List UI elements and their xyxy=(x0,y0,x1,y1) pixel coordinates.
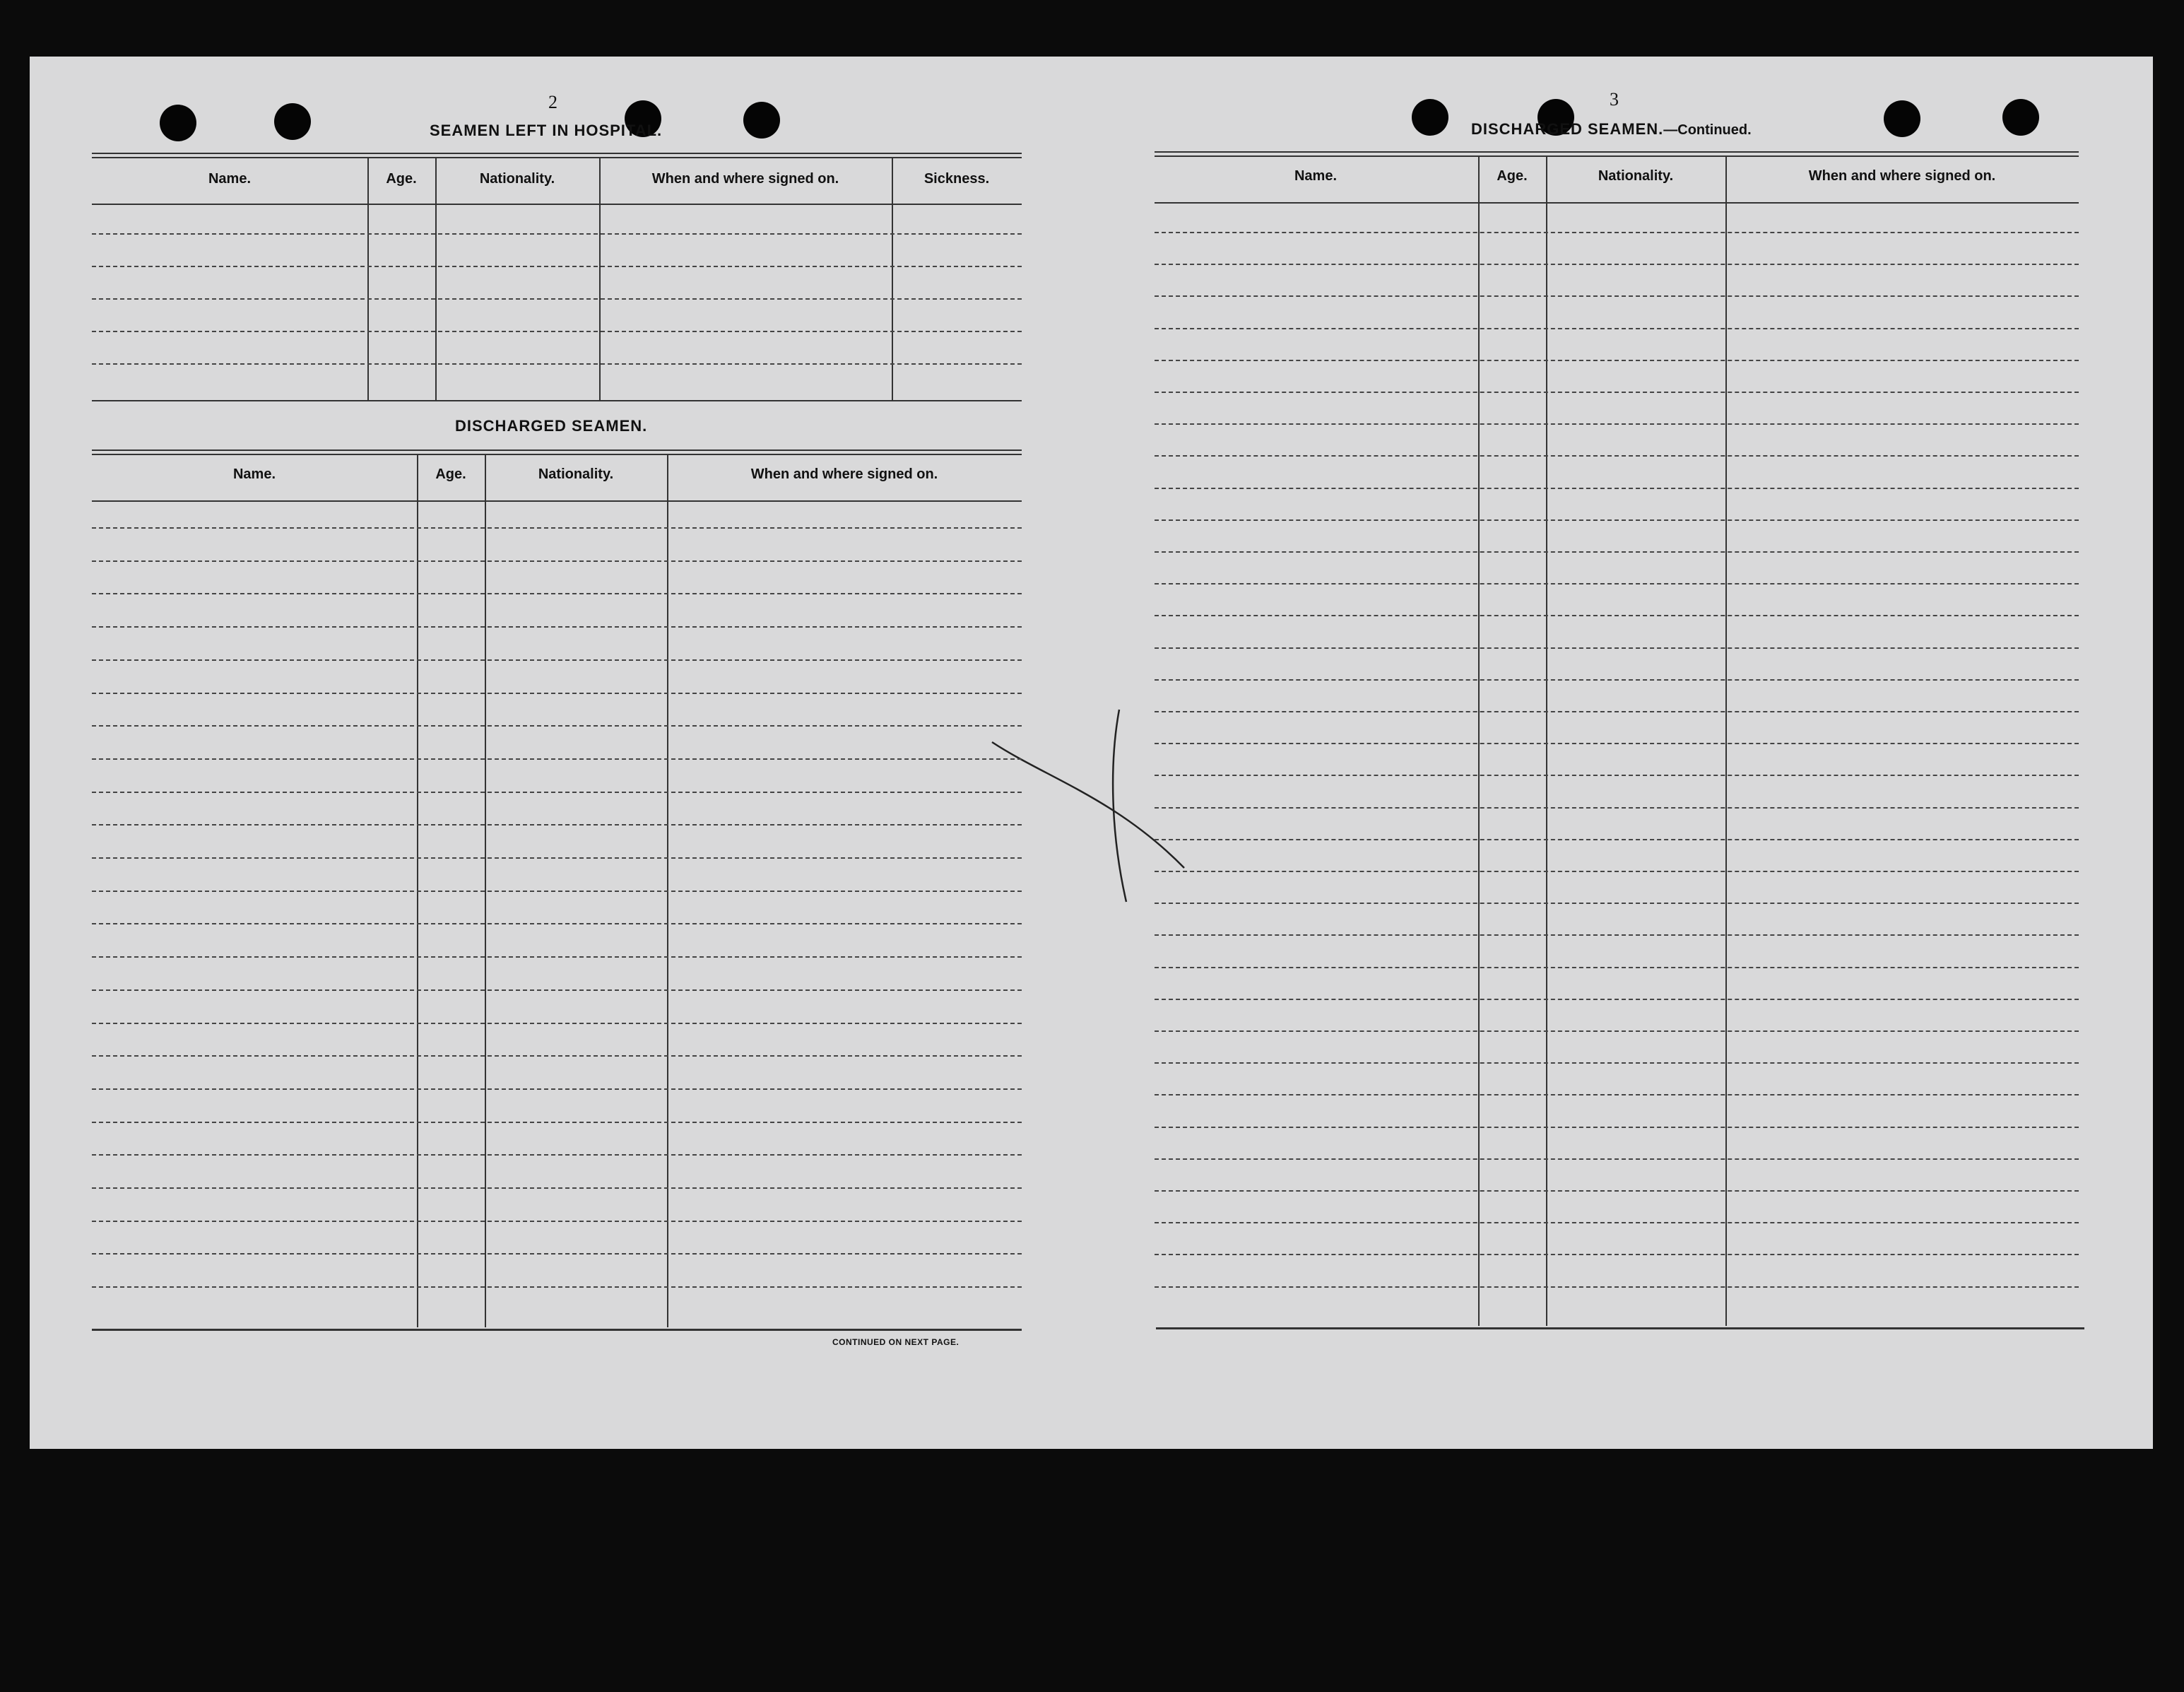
discharged-right-header-rule xyxy=(1155,202,2079,204)
discharged-left-col-nationality: Nationality. xyxy=(538,466,614,482)
discharged-left-dotted-row xyxy=(92,593,1022,594)
discharged-left-top-rule-2 xyxy=(92,454,1022,455)
discharged-left-dotted-row xyxy=(92,693,1022,694)
hospital-col-name: Name. xyxy=(208,171,252,187)
discharged-left-dotted-row xyxy=(92,560,1022,562)
continued-footer: CONTINUED ON NEXT PAGE. xyxy=(832,1337,960,1347)
discharged-right-dotted-row xyxy=(1155,583,2079,584)
discharged-left-dotted-row xyxy=(92,989,1022,991)
discharged-right-col-name: Name. xyxy=(1294,168,1338,184)
discharged-right-dotted-row xyxy=(1155,711,2079,712)
discharged-right-dotted-row xyxy=(1155,1062,2079,1064)
discharged-left-dotted-row xyxy=(92,923,1022,924)
discharged-left-dotted-row xyxy=(92,1253,1022,1255)
discharged-right-col-when-where: When and where signed on. xyxy=(1808,168,1996,184)
discharged-title-right-text: DISCHARGED SEAMEN. xyxy=(1471,120,1664,138)
discharged-right-dotted-row xyxy=(1155,1254,2079,1255)
discharged-right-dotted-row xyxy=(1155,488,2079,489)
discharged-left-dotted-row xyxy=(92,1221,1022,1222)
discharged-right-dotted-row xyxy=(1155,1094,2079,1095)
discharged-right-col-divider xyxy=(1546,155,1547,1326)
discharged-right-dotted-row xyxy=(1155,1127,2079,1128)
discharged-right-dotted-row xyxy=(1155,551,2079,553)
discharged-right-dotted-row xyxy=(1155,328,2079,329)
hospital-dotted-row xyxy=(92,363,1022,365)
discharged-right-top-rule-2 xyxy=(1155,155,2079,157)
discharged-right-dotted-row xyxy=(1155,295,2079,297)
discharged-right-dotted-row xyxy=(1155,455,2079,457)
discharged-left-dotted-row xyxy=(92,1286,1022,1288)
hospital-dotted-row xyxy=(92,233,1022,235)
discharged-right-col-nationality: Nationality. xyxy=(1598,168,1674,184)
page-number-left: 2 xyxy=(548,92,557,112)
hospital-col-divider xyxy=(599,157,601,401)
discharged-right-dotted-row xyxy=(1155,1222,2079,1223)
discharged-right-dotted-row xyxy=(1155,934,2079,936)
discharged-left-col-name: Name. xyxy=(232,466,276,482)
discharged-left-bottom-rule xyxy=(92,1329,1022,1331)
hospital-dotted-row xyxy=(92,298,1022,300)
discharged-left-dotted-row xyxy=(92,659,1022,661)
discharged-left-dotted-row xyxy=(92,792,1022,793)
discharged-right-dotted-row xyxy=(1155,232,2079,233)
discharged-right-dotted-row xyxy=(1155,423,2079,425)
discharged-right-dotted-row xyxy=(1155,839,2079,840)
hospital-col-divider xyxy=(367,157,369,401)
discharged-right-dotted-row xyxy=(1155,999,2079,1000)
discharged-right-dotted-row xyxy=(1155,903,2079,904)
discharged-left-dotted-row xyxy=(92,1122,1022,1123)
hospital-header-rule xyxy=(92,204,1022,205)
discharged-right-top-rule xyxy=(1155,151,2079,153)
discharged-right-dotted-row xyxy=(1155,775,2079,776)
discharged-left-top-rule xyxy=(92,450,1022,451)
discharged-right-dotted-row xyxy=(1155,1158,2079,1160)
discharged-right-dotted-row xyxy=(1155,615,2079,616)
discharged-left-header-rule xyxy=(92,500,1022,502)
discharged-left-dotted-row xyxy=(92,758,1022,760)
discharged-right-dotted-row xyxy=(1155,743,2079,744)
discharged-left-dotted-row xyxy=(92,725,1022,727)
discharged-right-dotted-row xyxy=(1155,967,2079,968)
discharged-right-dotted-row xyxy=(1155,679,2079,681)
discharged-left-dotted-row xyxy=(92,1154,1022,1156)
discharged-left-dotted-row xyxy=(92,1088,1022,1090)
hospital-col-sickness: Sickness. xyxy=(923,171,990,187)
page-number-right: 3 xyxy=(1610,89,1619,110)
discharged-right-col-age: Age. xyxy=(1497,168,1528,184)
hospital-col-divider xyxy=(435,157,437,401)
hospital-col-divider xyxy=(892,157,893,401)
discharged-right-dotted-row xyxy=(1155,1286,2079,1288)
hospital-dotted-row xyxy=(92,266,1022,267)
discharged-right-dotted-row xyxy=(1155,360,2079,361)
hospital-col-age: Age. xyxy=(386,171,417,187)
discharged-right-col-divider xyxy=(1478,155,1480,1326)
hospital-col-when-where: When and where signed on. xyxy=(651,171,839,187)
discharged-left-dotted-row xyxy=(92,824,1022,826)
hospital-top-rule-2 xyxy=(92,157,1022,158)
hospital-col-nationality: Nationality. xyxy=(479,171,555,187)
discharged-right-dotted-row xyxy=(1155,264,2079,265)
discharged-left-dotted-row xyxy=(92,1023,1022,1024)
discharged-right-dotted-row xyxy=(1155,1190,2079,1192)
hospital-section-title: SEAMEN LEFT IN HOSPITAL. xyxy=(430,122,663,139)
discharged-left-dotted-row xyxy=(92,626,1022,628)
discharged-left-dotted-row xyxy=(92,891,1022,892)
discharged-left-dotted-row xyxy=(92,1187,1022,1189)
discharged-right-col-divider xyxy=(1725,155,1727,1326)
discharged-right-dotted-row xyxy=(1155,1030,2079,1032)
hospital-top-rule xyxy=(92,153,1022,154)
discharged-right-dotted-row xyxy=(1155,519,2079,521)
discharged-right-dotted-row xyxy=(1155,871,2079,872)
discharged-right-dotted-row xyxy=(1155,392,2079,393)
discharged-right-dotted-row xyxy=(1155,807,2079,809)
discharged-right-dotted-row xyxy=(1155,647,2079,649)
discharged-left-dotted-row xyxy=(92,956,1022,958)
discharged-right-bottom-rule xyxy=(1156,1327,2084,1329)
discharged-left-dotted-row xyxy=(92,857,1022,859)
discharged-left-dotted-row xyxy=(92,527,1022,529)
discharged-left-col-age: Age. xyxy=(435,466,466,482)
hospital-bottom-rule xyxy=(92,400,1022,401)
discharged-left-dotted-row xyxy=(92,1055,1022,1057)
discharged-left-col-when-where: When and where signed on. xyxy=(750,466,938,482)
hospital-dotted-row xyxy=(92,331,1022,332)
discharged-section-title-left: DISCHARGED SEAMEN. xyxy=(455,417,648,435)
discharged-title-continued: —Continued. xyxy=(1663,122,1752,138)
